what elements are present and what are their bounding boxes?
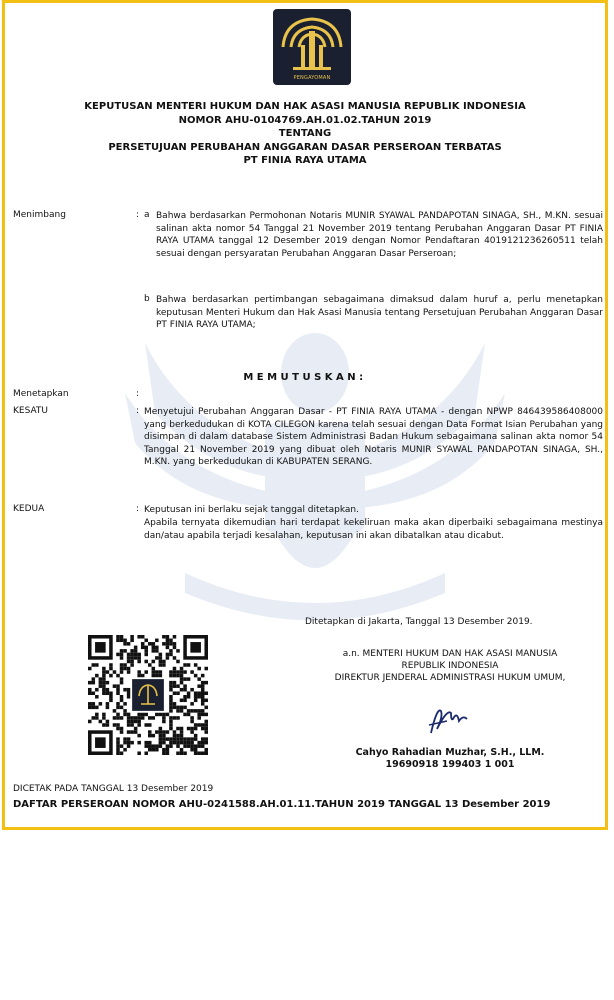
decree-header xyxy=(5,100,605,168)
signatory-title xyxy=(305,648,595,684)
kesatu-text: Menyetujui Perubahan Anggaran Dasar - PT FINIA RAYA UTAMA - dengan NPWP 846439586408000 yang berkedudukan di KOTA CILEGON karena telah sesuai dengan Data Format Isian Perubahan yang disimpan di dalam database Sistem Administrasi Badan Hukum sebagaimana salinan akta nomor 54 Tanggal 21 November 2019 yang dibuat oleh Notaris MUNIR SYAWAL PANDAPOTAN SINAGA, SH., M.KN. yang berkedudukan di KABUPATEN SERANG. xyxy=(144,407,603,468)
handwritten-signature xyxy=(423,703,473,739)
kesatu-label: KESATU xyxy=(13,406,49,416)
decree-title: KEPUTUSAN MENTERI HUKUM DAN HAK ASASI MANUSIA REPUBLIK INDONESIA xyxy=(84,101,526,112)
ministry-logo xyxy=(273,9,351,85)
print-date: DICETAK PADA TANGGAL 13 Desember 2019 xyxy=(13,784,214,794)
kesatu-colon: : xyxy=(136,406,140,416)
kedua-text-1: Keputusan ini berlaku sejak tanggal ditetapkan. xyxy=(144,505,359,515)
register-number: DAFTAR PERSEROAN NOMOR AHU-0241588.AH.01.11.TAHUN 2019 TANGGAL 13 Desember 2019 xyxy=(13,799,551,810)
pengayoman-tree-icon xyxy=(273,11,351,77)
logo-caption: PENGAYOMAN xyxy=(293,75,331,81)
kedua-text-2: Apabila ternyata dikemudian hari terdapat kekeliruan maka akan diperbaiki sebagaimana mestinya dan/atau apabila terjadi kesalahan, keputusan ini akan dibatalkan atau dicabut. xyxy=(144,518,603,541)
menimbang-colon: : xyxy=(136,210,140,220)
signatory-name: Cahyo Rahadian Muzhar, S.H., LLM. xyxy=(355,747,545,758)
decree-number: NOMOR AHU-0104769.AH.01.02.TAHUN 2019 xyxy=(178,114,432,126)
kedua-colon: : xyxy=(136,504,140,514)
signatory-title-line-3: DIREKTUR JENDERAL ADMINISTRASI HUKUM UMUM, xyxy=(334,673,566,683)
qr-code xyxy=(80,635,216,755)
decree-document xyxy=(2,0,608,830)
memutuskan-heading: MEMUTUSKAN: xyxy=(243,372,367,383)
signatory-nip: 19690918 199403 1 001 xyxy=(385,759,515,770)
menimbang-a-text: Bahwa berdasarkan Permohonan Notaris MUNIR SYAWAL PANDAPOTAN SINAGA, SH., M.KN. sesuai salinan akta nomor 54 Tanggal 21 November 2019 tentang Perubahan Anggaran Dasar PT FINIA RAYA UTAMA tanggal 12 Desember 2019 dengan Nomor Pendaftaran 4019121236260511 telah sesuai dengan persyaratan Perubahan Anggaran Dasar Perseroan; xyxy=(156,211,603,259)
company-name: PT FINIA RAYA UTAMA xyxy=(243,155,367,166)
kedua-label: KEDUA xyxy=(13,504,45,514)
menetapkan-label: Menetapkan xyxy=(13,389,69,399)
decree-subject: PERSETUJUAN PERUBAHAN ANGGARAN DASAR PERSEROAN TERBATAS xyxy=(108,141,502,153)
menimbang-a-letter: a xyxy=(144,210,150,220)
signatory xyxy=(305,747,595,771)
menimbang-b-letter: b xyxy=(144,294,150,304)
menimbang-label: Menimbang xyxy=(13,210,66,220)
menimbang-b-text: Bahwa berdasarkan pertimbangan sebagaimana dimaksud dalam huruf a, perlu menetapkan keputusan Menteri Hukum dan Hak Asasi Manusia tentang Persetujuan Perubahan Anggaran Dasar PT FINIA RAYA UTAMA; xyxy=(156,295,603,331)
signatory-title-line-1: a.n. MENTERI HUKUM DAN HAK ASASI MANUSIA xyxy=(342,649,558,659)
decree-tentang: TENTANG xyxy=(278,128,332,139)
signatory-title-line-2: REPUBLIK INDONESIA xyxy=(401,661,499,671)
menetapkan-colon: : xyxy=(136,389,140,399)
place-date: Ditetapkan di Jakarta, Tanggal 13 Desember 2019. xyxy=(305,617,533,627)
